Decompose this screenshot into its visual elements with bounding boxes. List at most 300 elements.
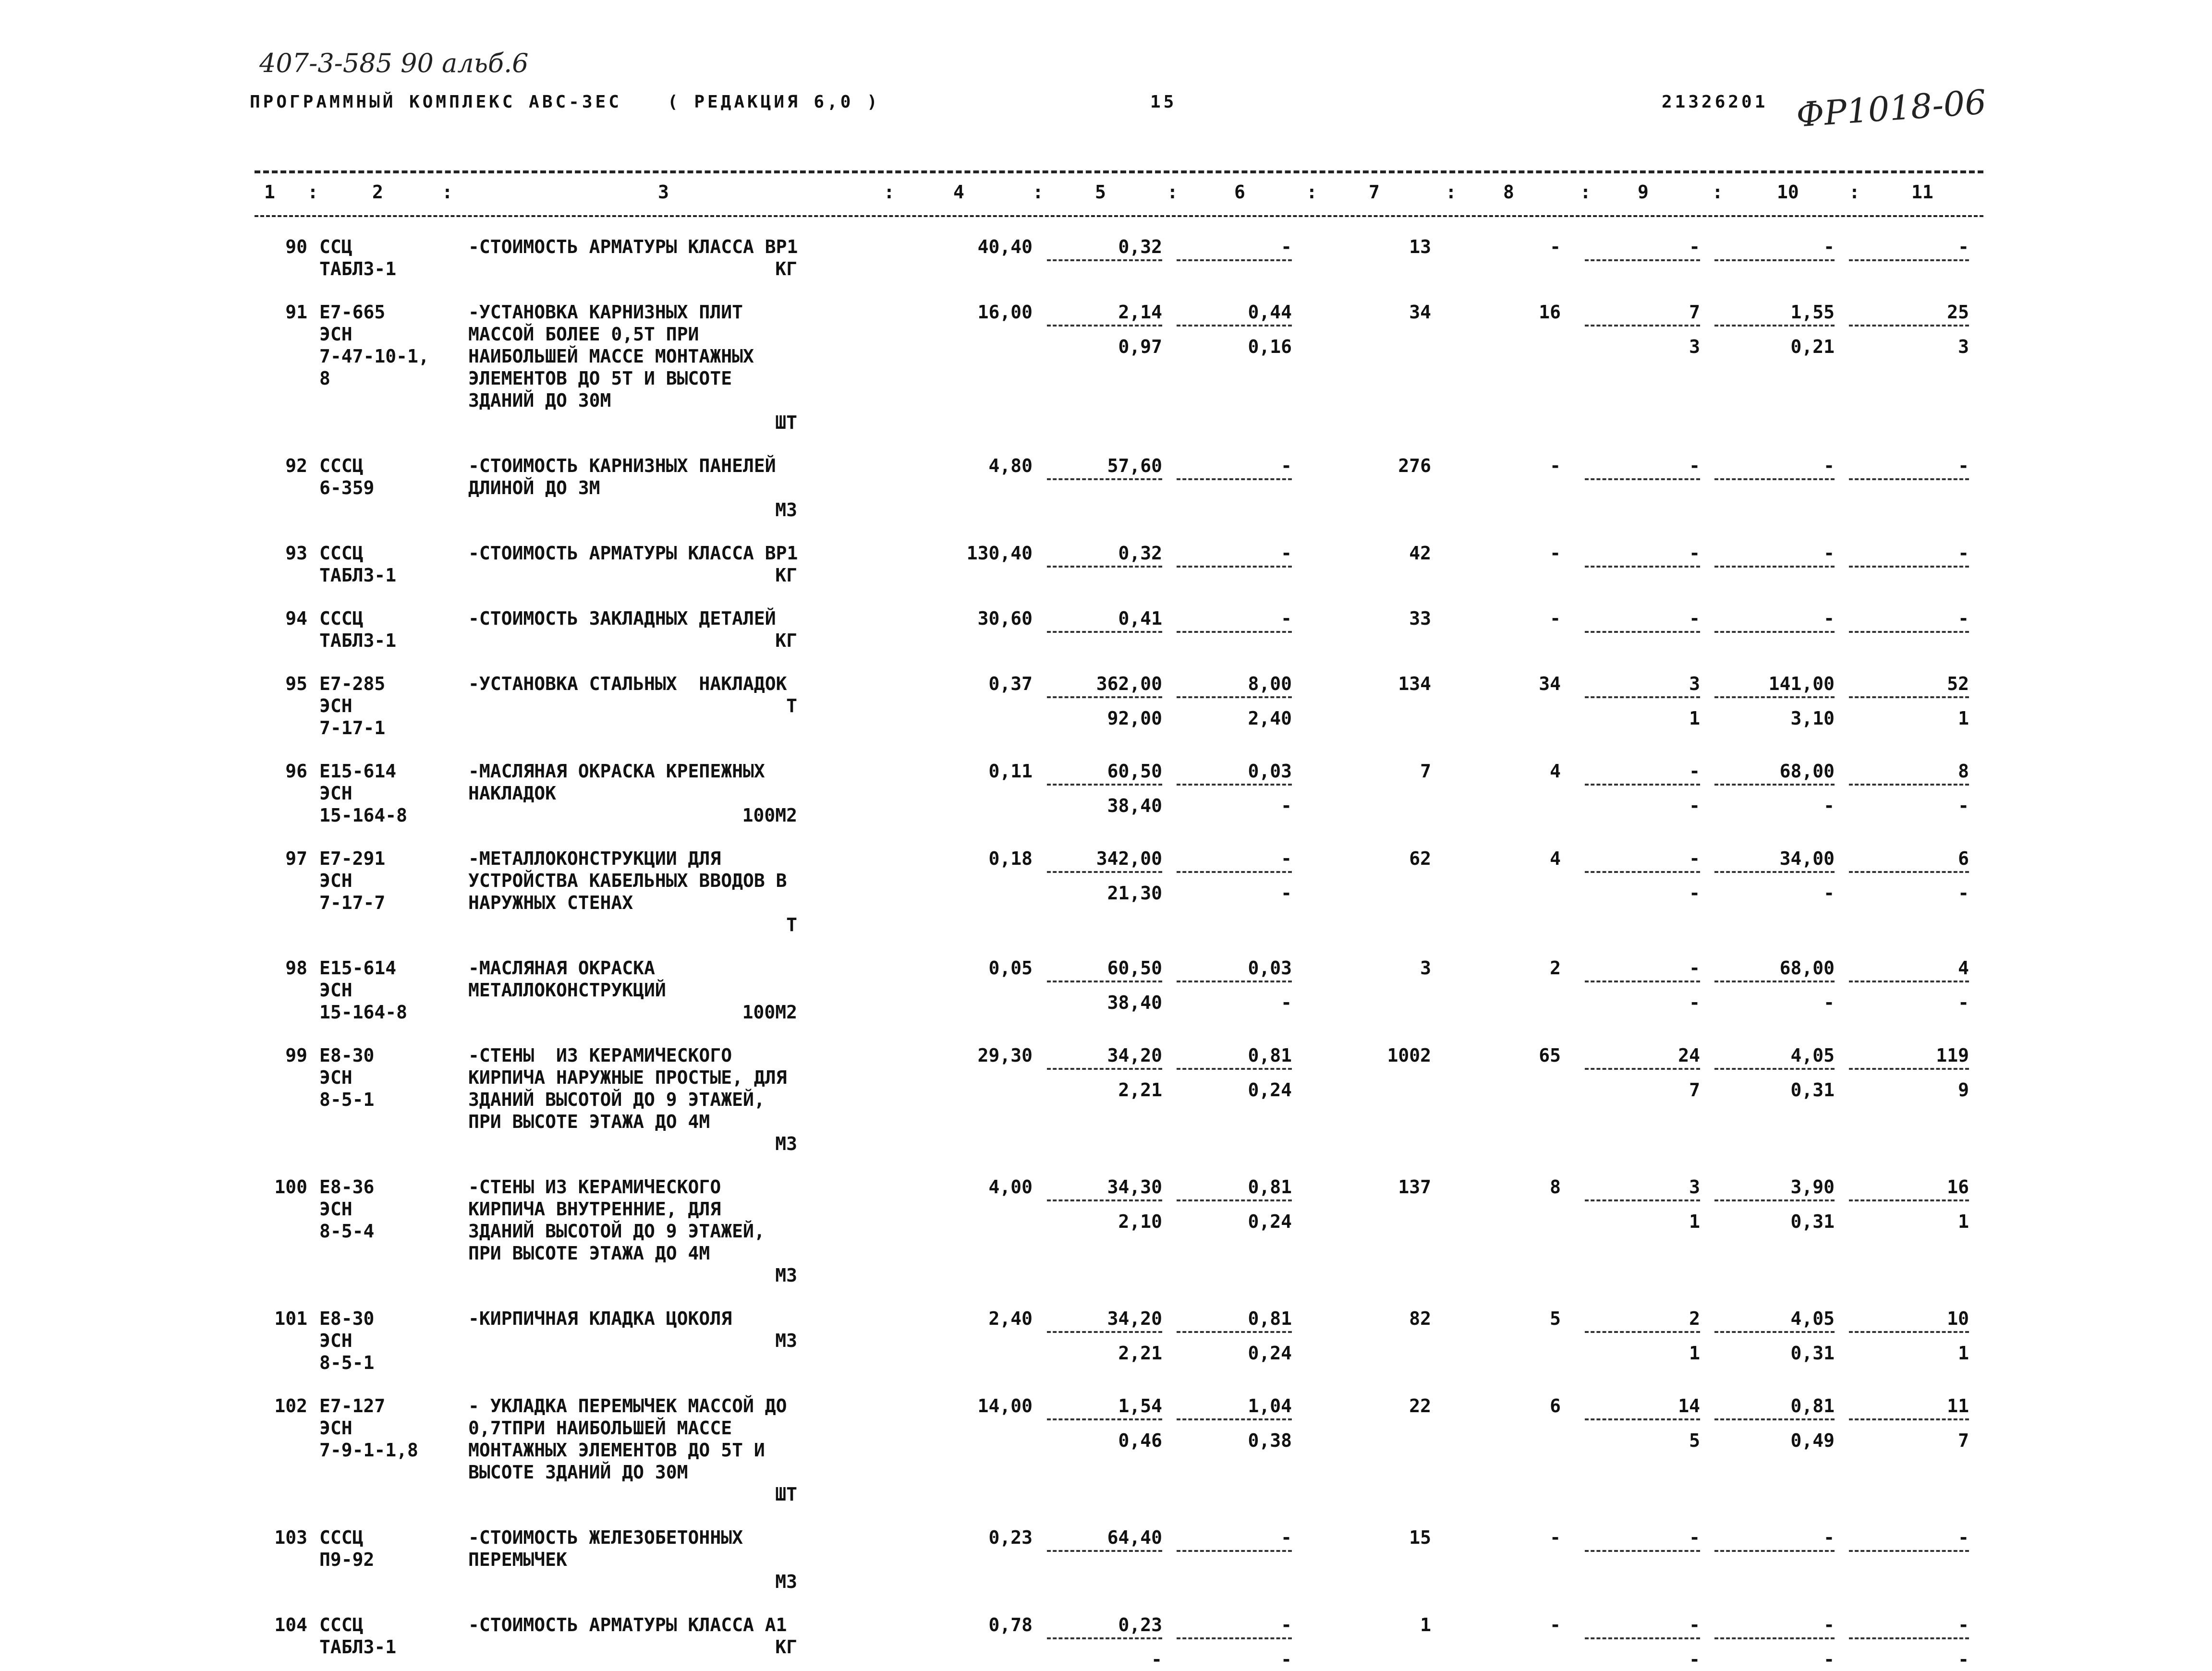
c5-value: 34,30 xyxy=(1107,1176,1162,1198)
c9-value: - xyxy=(1689,543,1700,564)
c11-value: 25 xyxy=(1947,302,1969,323)
work-description: НАИБОЛЬШЕЙ МАССЕ МОНТАЖНЫХ xyxy=(468,346,754,367)
c9-value: - xyxy=(1689,1527,1700,1548)
c11-value: - xyxy=(1958,1527,1969,1548)
c11-value: 52 xyxy=(1947,673,1969,694)
dashed-separator xyxy=(1177,325,1292,327)
norm-code: Е15-614 xyxy=(319,761,397,782)
norm-code: СССЦ xyxy=(319,608,364,629)
c9-value: 3 xyxy=(1689,673,1700,694)
c11-sub-value: - xyxy=(1958,992,1969,1013)
work-description: НАРУЖНЫХ СТЕНАХ xyxy=(468,892,633,913)
work-description: ПРИ ВЫСОТЕ ЭТАЖА ДО 4М xyxy=(468,1243,710,1264)
norm-code: Е8-30 xyxy=(319,1045,375,1066)
c9-sub-value: - xyxy=(1689,1649,1700,1670)
c5-sub-value: 2,21 xyxy=(1118,1079,1162,1101)
wage-cell: 2 xyxy=(1550,957,1561,979)
norm-code: Е15-614 xyxy=(319,957,397,979)
c11-sub-value: 1 xyxy=(1958,1343,1969,1364)
row-number: 100 xyxy=(274,1176,307,1198)
c11-value: - xyxy=(1958,236,1969,257)
dashed-separator xyxy=(1047,1331,1162,1333)
unit-label: КГ xyxy=(775,565,797,586)
column-header: 1 xyxy=(264,182,275,203)
c11-sub-value: 7 xyxy=(1958,1430,1969,1451)
header-rule xyxy=(255,215,1983,217)
work-description: -СТОИМОСТЬ АРМАТУРЫ КЛАССА ВР1 xyxy=(468,236,798,257)
norm-code: 15-164-8 xyxy=(319,805,408,826)
c6-sub-value: 0,16 xyxy=(1248,336,1292,357)
work-description: МЕТАЛЛОКОНСТРУКЦИЙ xyxy=(468,980,666,1001)
dashed-separator xyxy=(1177,631,1292,633)
c9-value: - xyxy=(1689,761,1700,782)
dashed-separator xyxy=(1047,1550,1162,1552)
total-cost-cell: 62 xyxy=(1409,848,1431,869)
column-header: 7 xyxy=(1369,182,1380,203)
c6-value: 0,81 xyxy=(1248,1308,1292,1329)
c9-value: - xyxy=(1689,848,1700,869)
c11-sub-value: - xyxy=(1958,795,1969,816)
unit-label: 100М2 xyxy=(742,1002,797,1023)
dashed-separator xyxy=(1585,784,1700,786)
wage-cell: - xyxy=(1550,543,1561,564)
c6-sub-value: - xyxy=(1281,1649,1292,1670)
work-description: - УКЛАДКА ПЕРЕМЫЧЕК МАССОЙ ДО xyxy=(468,1395,787,1417)
c5-sub-value: 38,40 xyxy=(1107,992,1162,1013)
c10-sub-value: 3,10 xyxy=(1790,708,1835,729)
work-description: УСТРОЙСТВА КАБЕЛЬНЫХ ВВОДОВ В xyxy=(468,870,787,891)
wage-cell: - xyxy=(1550,608,1561,629)
c5-sub-value: 0,97 xyxy=(1118,336,1162,357)
quantity-cell: 4,80 xyxy=(988,455,1033,476)
c5-value: 57,60 xyxy=(1107,455,1162,476)
c5-value: 342,00 xyxy=(1096,848,1162,869)
dashed-separator xyxy=(1714,478,1835,480)
quantity-cell: 40,40 xyxy=(977,236,1033,257)
dashed-separator xyxy=(1177,1637,1292,1639)
c6-sub-value: 0,24 xyxy=(1248,1079,1292,1101)
work-description: -СТЕНЫ ИЗ КЕРАМИЧЕСКОГО xyxy=(468,1045,732,1066)
c6-value: 0,03 xyxy=(1248,957,1292,979)
wage-cell: 8 xyxy=(1550,1176,1561,1198)
c5-sub-value: 0,46 xyxy=(1118,1430,1162,1451)
norm-code: Е7-665 xyxy=(319,302,386,323)
wage-cell: - xyxy=(1550,1614,1561,1635)
work-description: -СТОИМОСТЬ АРМАТУРЫ КЛАССА ВР1 xyxy=(468,543,798,564)
quantity-cell: 0,11 xyxy=(988,761,1033,782)
c6-value: - xyxy=(1281,543,1292,564)
c11-sub-value: - xyxy=(1958,1649,1969,1670)
dashed-separator xyxy=(1047,1637,1162,1639)
norm-code: 8-5-4 xyxy=(319,1221,375,1242)
c9-sub-value: 5 xyxy=(1689,1430,1700,1451)
c9-sub-value: 1 xyxy=(1689,1343,1700,1364)
work-description: МАССОЙ БОЛЕЕ 0,5Т ПРИ xyxy=(468,324,699,345)
wage-cell: 5 xyxy=(1550,1308,1561,1329)
norm-code: Е8-30 xyxy=(319,1308,375,1329)
dashed-separator xyxy=(1585,566,1700,568)
dashed-separator xyxy=(1585,1418,1700,1420)
c9-value: - xyxy=(1689,608,1700,629)
norm-code: СССЦ xyxy=(319,1614,364,1635)
c5-sub-value: 2,21 xyxy=(1118,1343,1162,1364)
dashed-separator xyxy=(1714,325,1835,327)
total-cost-cell: 42 xyxy=(1409,543,1431,564)
c6-value: 0,81 xyxy=(1248,1045,1292,1066)
norm-code: Е7-127 xyxy=(319,1395,386,1417)
norm-code: Е7-291 xyxy=(319,848,386,869)
total-cost-cell: 34 xyxy=(1409,302,1431,323)
column-header: 3 xyxy=(658,182,669,203)
work-description: ДЛИНОЙ ДО 3М xyxy=(468,477,600,498)
document-code: 21326201 xyxy=(1662,92,1768,112)
norm-code: ЭСН xyxy=(319,695,352,716)
c11-value: 11 xyxy=(1947,1395,1969,1417)
c6-value: 1,04 xyxy=(1248,1395,1292,1417)
c10-value: - xyxy=(1823,608,1835,629)
column-header: 4 xyxy=(953,182,964,203)
handwritten-code: ФР1018-06 xyxy=(1795,82,1988,135)
c11-value: 6 xyxy=(1958,848,1969,869)
dashed-separator xyxy=(1849,871,1969,873)
unit-label: М3 xyxy=(775,499,797,521)
dashed-separator xyxy=(1849,1550,1969,1552)
norm-code: ТАБЛ3-1 xyxy=(319,1636,397,1658)
unit-label: М3 xyxy=(775,1330,797,1351)
c10-value: 68,00 xyxy=(1779,761,1835,782)
work-description: -УСТАНОВКА КАРНИЗНЫХ ПЛИТ xyxy=(468,302,743,323)
dashed-separator xyxy=(1585,478,1700,480)
dashed-separator xyxy=(1849,1199,1969,1201)
c9-value: 24 xyxy=(1678,1045,1700,1066)
c10-sub-value: 0,49 xyxy=(1790,1430,1835,1451)
c6-value: 0,44 xyxy=(1248,302,1292,323)
total-cost-cell: 33 xyxy=(1409,608,1431,629)
dashed-separator xyxy=(1714,1418,1835,1420)
dashed-separator xyxy=(1585,1637,1700,1639)
total-cost-cell: 137 xyxy=(1398,1176,1431,1198)
c11-sub-value: 3 xyxy=(1958,336,1969,357)
c9-sub-value: - xyxy=(1689,992,1700,1013)
column-header: 10 xyxy=(1777,182,1799,203)
quantity-cell: 16,00 xyxy=(977,302,1033,323)
dashed-separator xyxy=(1585,696,1700,698)
total-cost-cell: 15 xyxy=(1409,1527,1431,1548)
c9-sub-value: 1 xyxy=(1689,708,1700,729)
dashed-separator xyxy=(1177,696,1292,698)
unit-label: КГ xyxy=(775,1636,797,1658)
row-number: 94 xyxy=(285,608,307,629)
norm-code: ЭСН xyxy=(319,1330,352,1351)
c10-value: - xyxy=(1823,543,1835,564)
work-description: ПЕРЕМЫЧЕК xyxy=(468,1549,567,1570)
c5-value: 64,40 xyxy=(1107,1527,1162,1548)
c6-value: 0,03 xyxy=(1248,761,1292,782)
norm-code: 6-359 xyxy=(319,477,375,498)
dashed-separator xyxy=(1177,1331,1292,1333)
c10-value: 34,00 xyxy=(1779,848,1835,869)
work-description: КИРПИЧА ВНУТРЕННИЕ, ДЛЯ xyxy=(468,1199,721,1220)
column-header: 6 xyxy=(1234,182,1245,203)
c6-value: - xyxy=(1281,1614,1292,1635)
c10-sub-value: - xyxy=(1823,795,1835,816)
row-number: 93 xyxy=(285,543,307,564)
unit-label: ШТ xyxy=(775,412,797,433)
c6-sub-value: - xyxy=(1281,795,1292,816)
dashed-separator xyxy=(1714,1331,1835,1333)
c5-value: 1,54 xyxy=(1118,1395,1162,1417)
c6-sub-value: 0,24 xyxy=(1248,1211,1292,1232)
c5-value: 0,23 xyxy=(1118,1614,1162,1635)
column-header: 9 xyxy=(1638,182,1649,203)
dashed-separator xyxy=(1047,981,1162,982)
work-description: -СТОИМОСТЬ ЗАКЛАДНЫХ ДЕТАЛЕЙ xyxy=(468,608,776,629)
norm-code: 8 xyxy=(319,368,330,389)
dashed-separator xyxy=(1849,1637,1969,1639)
c10-value: - xyxy=(1823,236,1835,257)
c9-value: 3 xyxy=(1689,1176,1700,1198)
norm-code: 7-17-1 xyxy=(319,717,386,739)
total-cost-cell: 22 xyxy=(1409,1395,1431,1417)
c10-value: 68,00 xyxy=(1779,957,1835,979)
dashed-separator xyxy=(1849,566,1969,568)
c10-value: 0,81 xyxy=(1790,1395,1835,1417)
dashed-separator xyxy=(1047,1199,1162,1201)
work-description: ЗДАНИЙ ВЫСОТОЙ ДО 9 ЭТАЖЕЙ, xyxy=(468,1089,765,1110)
quantity-cell: 0,05 xyxy=(988,957,1033,979)
c10-sub-value: - xyxy=(1823,883,1835,904)
c10-value: - xyxy=(1823,1527,1835,1548)
dashed-separator xyxy=(1849,1418,1969,1420)
norm-code: 7-47-10-1, xyxy=(319,346,429,367)
wage-cell: - xyxy=(1550,455,1561,476)
dashed-separator xyxy=(1585,1331,1700,1333)
work-description: -СТОИМОСТЬ ЖЕЛЕЗОБЕТОННЫХ xyxy=(468,1527,743,1548)
dashed-separator xyxy=(1714,1068,1835,1070)
c10-sub-value: - xyxy=(1823,1649,1835,1670)
c6-value: - xyxy=(1281,236,1292,257)
c10-value: - xyxy=(1823,1614,1835,1635)
work-description: 0,7ТПРИ НАИБОЛЬШЕЙ МАССЕ xyxy=(468,1417,732,1439)
work-description: КИРПИЧА НАРУЖНЫЕ ПРОСТЫЕ, ДЛЯ xyxy=(468,1067,787,1088)
total-cost-cell: 82 xyxy=(1409,1308,1431,1329)
column-header: 2 xyxy=(372,182,383,203)
quantity-cell: 0,23 xyxy=(988,1527,1033,1548)
total-cost-cell: 1 xyxy=(1420,1614,1431,1635)
column-header: 5 xyxy=(1095,182,1106,203)
quantity-cell: 30,60 xyxy=(977,608,1033,629)
norm-code: ТАБЛ3-1 xyxy=(319,630,397,651)
column-header: 8 xyxy=(1503,182,1514,203)
c6-sub-value: 0,38 xyxy=(1248,1430,1292,1451)
c5-sub-value: 2,10 xyxy=(1118,1211,1162,1232)
row-number: 103 xyxy=(274,1527,307,1548)
c5-value: 0,32 xyxy=(1118,543,1162,564)
c11-value: 119 xyxy=(1936,1045,1969,1066)
norm-code: 8-5-1 xyxy=(319,1089,375,1110)
dashed-separator xyxy=(1177,981,1292,982)
work-description: -МЕТАЛЛОКОНСТРУКЦИИ ДЛЯ xyxy=(468,848,721,869)
row-number: 90 xyxy=(285,236,307,257)
norm-code: СССЦ xyxy=(319,543,364,564)
c11-value: 8 xyxy=(1958,761,1969,782)
c9-sub-value: - xyxy=(1689,883,1700,904)
total-cost-cell: 3 xyxy=(1420,957,1431,979)
wage-cell: 16 xyxy=(1539,302,1561,323)
c10-value: 4,05 xyxy=(1790,1308,1835,1329)
work-description: -УСТАНОВКА СТАЛЬНЫХ НАКЛАДОК xyxy=(468,673,787,694)
c5-value: 0,32 xyxy=(1118,236,1162,257)
c11-sub-value: - xyxy=(1958,883,1969,904)
dashed-separator xyxy=(1714,1199,1835,1201)
dashed-separator xyxy=(1849,1331,1969,1333)
c11-value: 10 xyxy=(1947,1308,1969,1329)
handwritten-reference: 407-3-585 90 альб.6 xyxy=(259,48,529,78)
edition-label: ( РЕДАКЦИЯ 6,0 ) xyxy=(668,92,880,112)
c5-value: 60,50 xyxy=(1107,761,1162,782)
dashed-separator xyxy=(1047,1418,1162,1420)
dashed-separator xyxy=(1714,631,1835,633)
unit-label: КГ xyxy=(775,630,797,651)
c5-value: 60,50 xyxy=(1107,957,1162,979)
c11-value: - xyxy=(1958,608,1969,629)
dashed-separator xyxy=(1177,566,1292,568)
norm-code: Е8-36 xyxy=(319,1176,375,1198)
norm-code: 15-164-8 xyxy=(319,1002,408,1023)
dashed-separator xyxy=(1047,696,1162,698)
column-header-row: 1 : 2 : 3 : 4 : 5 : 6 : 7 : 8 : 9 : 10 : 11 xyxy=(264,182,1933,203)
dashed-separator xyxy=(1177,784,1292,786)
quantity-cell: 29,30 xyxy=(977,1045,1033,1066)
dashed-separator xyxy=(1714,1637,1835,1639)
norm-code: ЭСН xyxy=(319,1199,352,1220)
c11-sub-value: 1 xyxy=(1958,1211,1969,1232)
c6-value: 0,81 xyxy=(1248,1176,1292,1198)
dashed-separator xyxy=(1714,784,1835,786)
c6-value: - xyxy=(1281,848,1292,869)
c9-sub-value: 3 xyxy=(1689,336,1700,357)
norm-code: ТАБЛ3-1 xyxy=(319,258,397,279)
c10-sub-value: 0,21 xyxy=(1790,336,1835,357)
dashed-separator xyxy=(1849,981,1969,982)
dashed-separator xyxy=(1177,259,1292,261)
dashed-separator xyxy=(1849,1068,1969,1070)
c5-sub-value: 21,30 xyxy=(1107,883,1162,904)
c11-sub-value: 1 xyxy=(1958,708,1969,729)
norm-code: ЭСН xyxy=(319,870,352,891)
c11-value: - xyxy=(1958,1614,1969,1635)
dashed-separator xyxy=(1849,478,1969,480)
row-number: 96 xyxy=(285,761,307,782)
c11-value: - xyxy=(1958,455,1969,476)
row-number: 99 xyxy=(285,1045,307,1066)
norm-code: ЭСН xyxy=(319,1067,352,1088)
dashed-separator xyxy=(1047,259,1162,261)
row-number: 101 xyxy=(274,1308,307,1329)
work-description: -СТОИМОСТЬ КАРНИЗНЫХ ПАНЕЛЕЙ xyxy=(468,455,776,476)
dashed-separator xyxy=(1849,696,1969,698)
row-number: 92 xyxy=(285,455,307,476)
dashed-separator xyxy=(1714,566,1835,568)
wage-cell: - xyxy=(1550,236,1561,257)
c6-sub-value: 2,40 xyxy=(1248,708,1292,729)
c6-sub-value: - xyxy=(1281,883,1292,904)
dashed-separator xyxy=(1177,1068,1292,1070)
c5-sub-value: - xyxy=(1151,1649,1162,1670)
column-header: 11 xyxy=(1911,182,1933,203)
work-description: -МАСЛЯНАЯ ОКРАСКА КРЕПЕЖНЫХ xyxy=(468,761,765,782)
total-cost-cell: 1002 xyxy=(1387,1045,1431,1066)
dashed-separator xyxy=(1585,871,1700,873)
dashed-separator xyxy=(1714,696,1835,698)
work-description: -СТОИМОСТЬ АРМАТУРЫ КЛАССА А1 xyxy=(468,1614,787,1635)
c9-value: - xyxy=(1689,455,1700,476)
wage-cell: 4 xyxy=(1550,848,1561,869)
wage-cell: 6 xyxy=(1550,1395,1561,1417)
norm-code: ЭСН xyxy=(319,324,352,345)
work-description: ПРИ ВЫСОТЕ ЭТАЖА ДО 4М xyxy=(468,1111,710,1132)
dashed-separator xyxy=(1585,1068,1700,1070)
quantity-cell: 14,00 xyxy=(977,1395,1033,1417)
work-description: ЭЛЕМЕНТОВ ДО 5Т И ВЫСОТЕ xyxy=(468,368,732,389)
work-description: ЗДАНИЙ ДО 30М xyxy=(468,390,611,411)
c9-value: - xyxy=(1689,957,1700,979)
dashed-separator xyxy=(1047,566,1162,568)
norm-code: СССЦ xyxy=(319,1527,364,1548)
row-number: 102 xyxy=(274,1395,307,1417)
work-description: -СТЕНЫ ИЗ КЕРАМИЧЕСКОГО xyxy=(468,1176,721,1198)
dashed-separator xyxy=(1849,325,1969,327)
c9-sub-value: 1 xyxy=(1689,1211,1700,1232)
c5-sub-value: 92,00 xyxy=(1107,708,1162,729)
work-description: МОНТАЖНЫХ ЭЛЕМЕНТОВ ДО 5Т И xyxy=(468,1440,765,1461)
quantity-cell: 2,40 xyxy=(988,1308,1033,1329)
wage-cell: 65 xyxy=(1539,1045,1561,1066)
c5-value: 34,20 xyxy=(1107,1308,1162,1329)
c9-value: - xyxy=(1689,1614,1700,1635)
norm-code: 7-9-1-1,8 xyxy=(319,1440,418,1461)
c9-sub-value: - xyxy=(1689,795,1700,816)
dashed-separator xyxy=(1177,1199,1292,1201)
c6-value: 8,00 xyxy=(1248,673,1292,694)
unit-label: Т xyxy=(786,695,797,716)
quantity-cell: 130,40 xyxy=(966,543,1033,564)
wage-cell: - xyxy=(1550,1527,1561,1548)
work-description: ЗДАНИЙ ВЫСОТОЙ ДО 9 ЭТАЖЕЙ, xyxy=(468,1221,765,1242)
row-number: 95 xyxy=(285,673,307,694)
work-description: -МАСЛЯНАЯ ОКРАСКА xyxy=(468,957,655,979)
row-number: 104 xyxy=(274,1614,307,1635)
dashed-separator xyxy=(1047,784,1162,786)
dashed-separator xyxy=(1047,325,1162,327)
wage-cell: 4 xyxy=(1550,761,1561,782)
dashed-separator xyxy=(1047,1068,1162,1070)
quantity-cell: 0,18 xyxy=(988,848,1033,869)
unit-label: Т xyxy=(786,914,797,935)
dashed-separator xyxy=(1047,478,1162,480)
norm-code: П9-92 xyxy=(319,1549,375,1570)
unit-label: М3 xyxy=(775,1265,797,1286)
c10-value: 141,00 xyxy=(1768,673,1835,694)
c10-sub-value: 0,31 xyxy=(1790,1211,1835,1232)
unit-label: М3 xyxy=(775,1571,797,1592)
norm-code: ССЦ xyxy=(319,236,352,257)
quantity-cell: 4,00 xyxy=(988,1176,1033,1198)
norm-code: ЭСН xyxy=(319,1417,352,1439)
dashed-separator xyxy=(1585,981,1700,982)
dashed-separator xyxy=(1849,784,1969,786)
dashed-separator xyxy=(1585,259,1700,261)
